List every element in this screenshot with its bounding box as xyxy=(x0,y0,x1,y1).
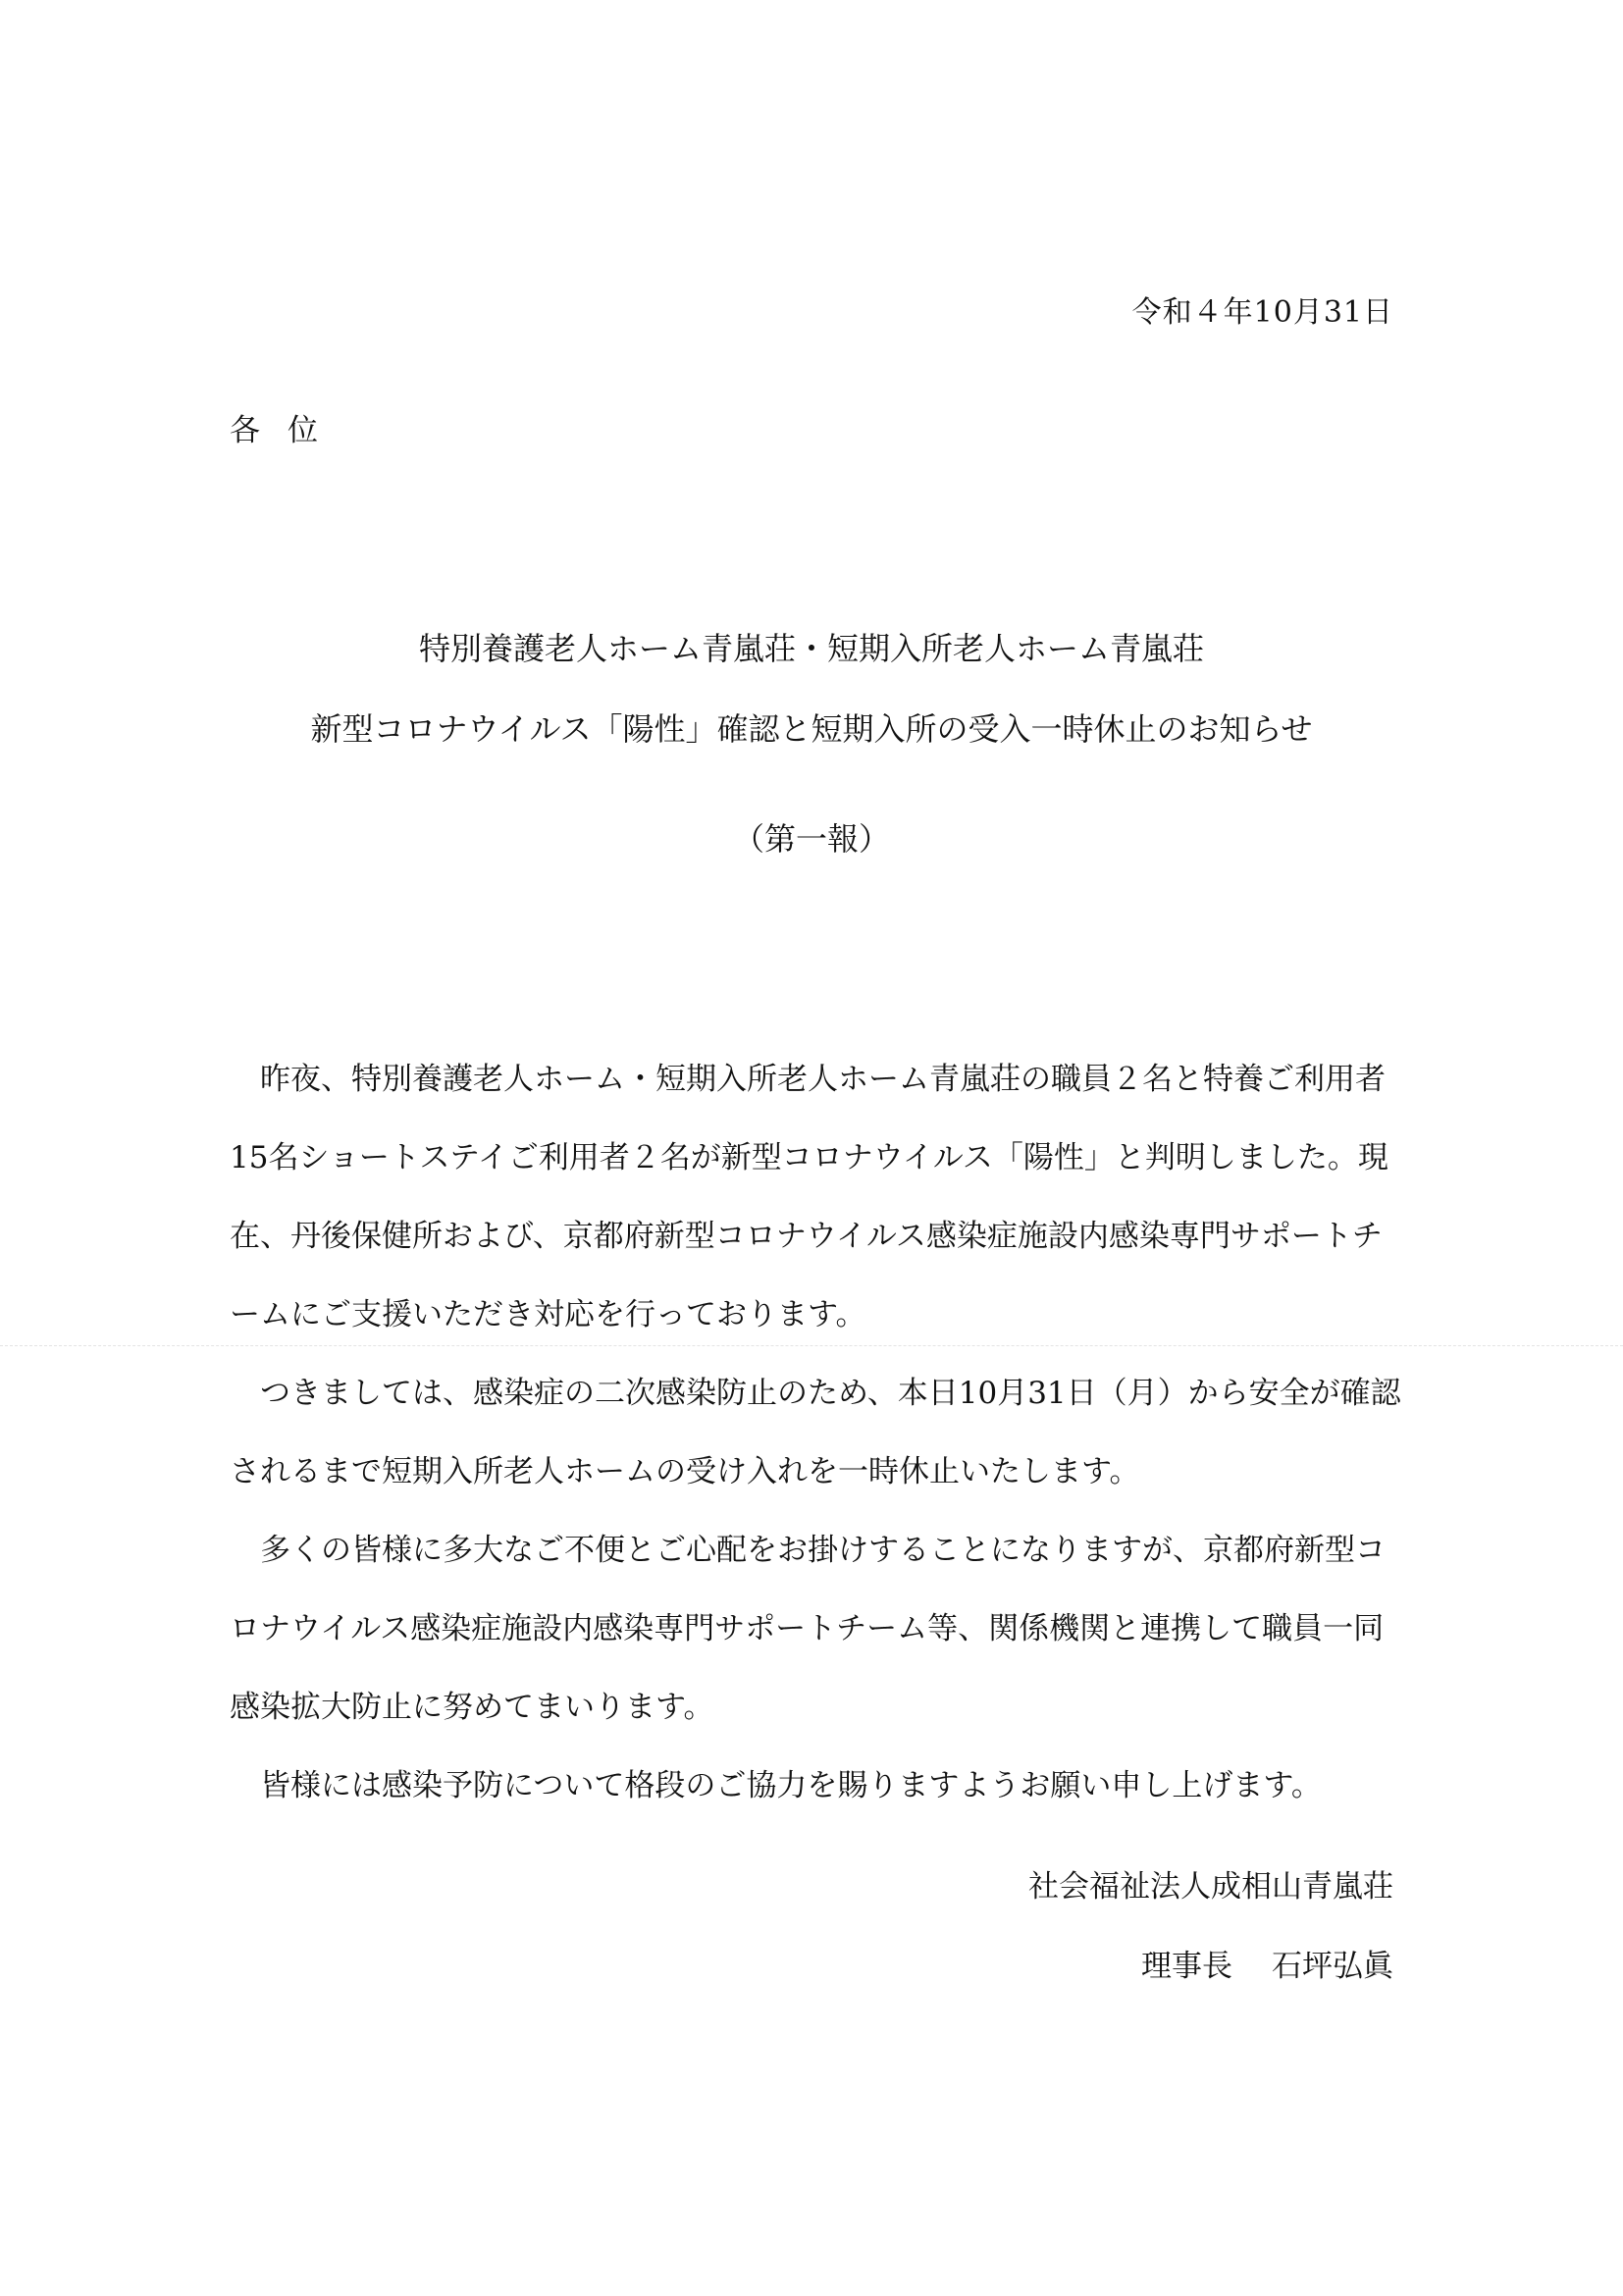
document-body xyxy=(230,1040,1407,1825)
body-paragraph-2: つきましては、感染症の二次感染防止のため、本日10月31日（月）から安全が確認されるまで短期入所老人ホームの受け入れを一時休止いたします。 xyxy=(230,1376,1401,1489)
signature-name: 石坪弘眞 xyxy=(1272,1949,1393,1984)
document-title-report-number: （第一報） xyxy=(732,820,890,858)
document-date: 令和４年10月31日 xyxy=(1131,295,1393,330)
signature-title: 理事長 xyxy=(1141,1949,1232,1984)
document-title-facility: 特別養護老人ホーム青嵐荘・短期入所老人ホーム青嵐荘 xyxy=(418,630,1204,667)
body-paragraph-4: 皆様には感染予防について格段のご協力を賜りますようお願い申し上げます。 xyxy=(260,1768,1322,1803)
document-title-subject: 新型コロナウイルス「陽性」確認と短期入所の受入一時休止のお知らせ xyxy=(310,710,1313,748)
signature-organization: 社会福祉法人成相山青嵐荘 xyxy=(1028,1869,1393,1905)
body-paragraph-1: 昨夜、特別養護老人ホーム・短期入所老人ホーム青嵐荘の職員２名と特養ご利用者15名ショートステイご利用者２名が新型コロナウイルス「陽性」と判明しました。現在、丹後保健所および、京都府新型コロナウイルス感染症施設内感染専門サポートチームにご支援いただき対応を行っております。 xyxy=(230,1062,1388,1332)
signature-representative xyxy=(1141,1941,1393,1985)
scan-artifact-line xyxy=(0,1345,1623,1346)
addressee: 各位 xyxy=(230,413,345,448)
body-paragraph-3: 多くの皆様に多大なご不便とご心配をお掛けすることになりますが、京都府新型コロナウイルス感染症施設内感染専門サポートチーム等、関係機関と連携して職員一同感染拡大防止に努めてまいります。 xyxy=(230,1533,1386,1725)
